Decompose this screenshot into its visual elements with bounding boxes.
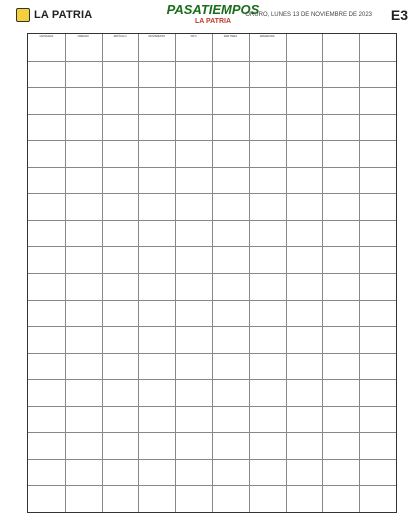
- grid-row-line: [28, 326, 396, 327]
- clue-cell: ISTO: [190, 35, 197, 38]
- grid-row-line: [28, 485, 396, 486]
- clue-cell: ARTÍCULO: [113, 35, 127, 38]
- grid-row-line: [28, 459, 396, 460]
- grid-row-line: [28, 167, 396, 168]
- clue-cell: ARMADURA: [259, 35, 275, 38]
- dateline: ORURO, LUNES 13 DE NOVIEMBRE DE 2023: [245, 12, 372, 18]
- brand-logo-icon: [16, 8, 30, 22]
- page-header: [0, 0, 420, 34]
- grid-row-line: [28, 379, 396, 380]
- grid-row-line: [28, 300, 396, 301]
- grid-row-line: [28, 87, 396, 88]
- clue-cell: MOVIMIENTO: [148, 35, 166, 38]
- grid-row-line: [28, 61, 396, 62]
- grid-row-line: [28, 140, 396, 141]
- grid-row-line: [28, 353, 396, 354]
- grid-row-line: [28, 406, 396, 407]
- grid-row-line: [28, 273, 396, 274]
- brand: [16, 8, 92, 22]
- grid-row-line: [28, 246, 396, 247]
- crossword-grid[interactable]: [27, 33, 397, 513]
- clue-cell: OREADO: [77, 35, 89, 38]
- grid-row-line: [28, 193, 396, 194]
- clue-cell: DAR TEMA: [223, 35, 238, 38]
- brand-name: LA PATRIA: [34, 9, 93, 21]
- grid-row-line: [28, 432, 396, 433]
- page-number: E3: [390, 7, 408, 23]
- grid-row-line: [28, 220, 396, 221]
- section-title: PASATIEMPOS: [166, 2, 260, 17]
- clue-cell: CHINGADA: [39, 35, 54, 38]
- grid-row-line: [28, 114, 396, 115]
- section-subtitle: LA PATRIA: [194, 18, 232, 25]
